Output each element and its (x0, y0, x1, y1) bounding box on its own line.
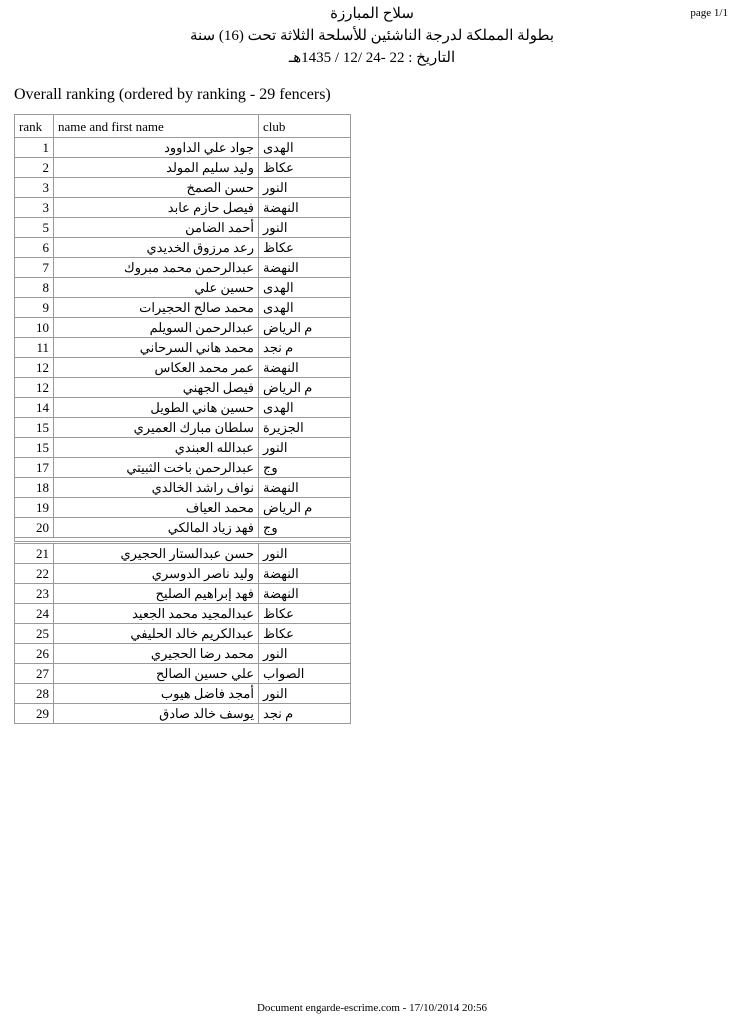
rank-cell: 27 (15, 664, 54, 684)
fencer-name-cell: نواف راشد الخالدي (54, 478, 259, 498)
fencer-name-cell: فهد إبراهيم الصليح (54, 584, 259, 604)
rank-cell: 14 (15, 398, 54, 418)
table-row (15, 518, 351, 538)
club-cell (259, 378, 351, 398)
club-cell (259, 604, 351, 624)
rank-cell: 15 (15, 438, 54, 458)
sport-title: سلاح المبارزة (330, 6, 414, 22)
rank-cell: 23 (15, 584, 54, 604)
rank-cell: 10 (15, 318, 54, 338)
club-name: م نجد (263, 706, 294, 721)
document-footer: Document engarde-escrime.com - 17/10/2014 20:56 (256, 1002, 488, 1014)
club-cell (259, 178, 351, 198)
fencer-name-cell: عبدالكريم خالد الحليفي (54, 624, 259, 644)
club-name: م الرياض (263, 320, 313, 335)
table-row (15, 478, 351, 498)
table-row (15, 218, 351, 238)
fencer-name-cell: عبدالرحمن السويلم (54, 318, 259, 338)
club-name: م الرياض (263, 380, 313, 395)
club-name: الصواب (263, 666, 305, 681)
club-name: الهدى (263, 400, 294, 415)
club-name: النور (263, 440, 288, 455)
rank-cell: 2 (15, 158, 54, 178)
club-cell (259, 198, 351, 218)
club-name: عكاظ (263, 160, 294, 175)
table-row (15, 198, 351, 218)
club-cell (259, 298, 351, 318)
table-row (15, 338, 351, 358)
table-row (15, 398, 351, 418)
fencer-name-cell: عمر محمد العكاس (54, 358, 259, 378)
fencer-name-cell: أمجد فاضل هيوب (54, 684, 259, 704)
club-cell (259, 278, 351, 298)
fencer-name-cell: حسن عبدالستار الحجيري (54, 543, 259, 564)
rank-cell: 6 (15, 238, 54, 258)
fencer-name-cell: عبدالمجيد محمد الجعيد (54, 604, 259, 624)
table-row (15, 644, 351, 664)
table-row (15, 438, 351, 458)
fencer-name-cell: جواد علي الداوود (54, 138, 259, 158)
club-cell (259, 358, 351, 378)
rank-cell: 3 (15, 198, 54, 218)
table-row (15, 318, 351, 338)
club-name: م نجد (263, 340, 294, 355)
event-title: بطولة المملكة لدرجة الناشئين للأسلحة الثلاثة تحت (16) سنة (189, 28, 555, 44)
rank-cell: 17 (15, 458, 54, 478)
club-name: النور (263, 546, 288, 561)
fencer-name-cell: محمد صالح الحجيرات (54, 298, 259, 318)
rank-cell: 1 (15, 138, 54, 158)
club-cell (259, 458, 351, 478)
table-row (15, 458, 351, 478)
club-name: النهضة (263, 480, 299, 495)
club-cell (259, 564, 351, 584)
fencer-name-cell: علي حسين الصالح (54, 664, 259, 684)
club-name: عكاظ (263, 240, 294, 255)
table-row (15, 158, 351, 178)
club-name: النور (263, 646, 288, 661)
fencer-name-cell: حسين علي (54, 278, 259, 298)
club-cell (259, 624, 351, 644)
table-row (15, 358, 351, 378)
rank-cell: 12 (15, 358, 54, 378)
fencer-name-cell: عبدالرحمن محمد مبروك (54, 258, 259, 278)
header-club: club (259, 115, 351, 138)
page-number: page 1/1 (690, 7, 728, 19)
rank-cell: 11 (15, 338, 54, 358)
fencer-name-cell: فهد زياد المالكي (54, 518, 259, 538)
fencer-name-cell: وليد سليم المولد (54, 158, 259, 178)
table-row (15, 138, 351, 158)
fencer-name-cell: رعد مرزوق الخديدي (54, 238, 259, 258)
club-name: وج (263, 520, 278, 535)
rank-cell: 28 (15, 684, 54, 704)
rank-cell: 8 (15, 278, 54, 298)
table-row (15, 418, 351, 438)
table-row (15, 564, 351, 584)
club-name: النور (263, 180, 288, 195)
club-name: النهضة (263, 360, 299, 375)
fencer-name-cell: فيصل حازم عابد (54, 198, 259, 218)
table-row (15, 298, 351, 318)
fencer-name-cell: محمد هاني السرحاني (54, 338, 259, 358)
rank-cell: 9 (15, 298, 54, 318)
club-cell (259, 418, 351, 438)
club-name: عكاظ (263, 626, 294, 641)
table-row (15, 498, 351, 518)
rank-cell: 22 (15, 564, 54, 584)
table-row (15, 543, 351, 564)
fencer-name-cell: عبدالرحمن باخت الثبيتي (54, 458, 259, 478)
rank-cell: 15 (15, 418, 54, 438)
club-cell (259, 158, 351, 178)
club-name: النور (263, 686, 288, 701)
fencer-name-cell: فيصل الجهني (54, 378, 259, 398)
fencer-name-cell: عبدالله العبندي (54, 438, 259, 458)
rank-cell: 7 (15, 258, 54, 278)
rank-cell: 29 (15, 704, 54, 724)
fencer-name-cell: حسن الصمخ (54, 178, 259, 198)
table-row (15, 238, 351, 258)
club-cell (259, 664, 351, 684)
club-cell (259, 584, 351, 604)
rank-cell: 24 (15, 604, 54, 624)
rank-cell: 19 (15, 498, 54, 518)
club-name: م الرياض (263, 500, 313, 515)
rank-cell: 12 (15, 378, 54, 398)
rank-cell: 26 (15, 644, 54, 664)
club-cell (259, 478, 351, 498)
club-cell (259, 498, 351, 518)
club-name: النهضة (263, 586, 299, 601)
fencer-name-cell: يوسف خالد صادق (54, 704, 259, 724)
table-row (15, 664, 351, 684)
table-row (15, 684, 351, 704)
club-name: النور (263, 220, 288, 235)
club-cell (259, 138, 351, 158)
club-cell (259, 218, 351, 238)
header-name: name and first name (54, 115, 259, 138)
table-row (15, 178, 351, 198)
table-row (15, 278, 351, 298)
table-row (15, 258, 351, 278)
fencer-name-cell: أحمد الضامن (54, 218, 259, 238)
rank-cell: 18 (15, 478, 54, 498)
rank-cell: 3 (15, 178, 54, 198)
club-cell (259, 543, 351, 564)
event-date: التاريخ : 22 -24 /12 / 1435هـ (288, 50, 456, 66)
club-cell (259, 644, 351, 664)
fencer-name-cell: حسين هاني الطويل (54, 398, 259, 418)
club-cell (259, 338, 351, 358)
table-row (15, 604, 351, 624)
club-cell (259, 684, 351, 704)
table-row (15, 378, 351, 398)
table-header-row (15, 115, 351, 138)
rank-cell: 21 (15, 543, 54, 564)
rank-cell: 25 (15, 624, 54, 644)
club-cell (259, 438, 351, 458)
ranking-summary: Overall ranking (ordered by ranking - 29 fencers) (14, 86, 331, 103)
club-cell (259, 398, 351, 418)
club-name: النهضة (263, 260, 299, 275)
fencer-name-cell: محمد العياف (54, 498, 259, 518)
club-name: النهضة (263, 200, 299, 215)
club-cell (259, 704, 351, 724)
rank-cell: 5 (15, 218, 54, 238)
table-row (15, 584, 351, 604)
club-name: النهضة (263, 566, 299, 581)
ranking-body (15, 138, 351, 724)
club-cell (259, 238, 351, 258)
club-name: الهدى (263, 300, 294, 315)
club-name: الهدى (263, 140, 294, 155)
fencer-name-cell: سلطان مبارك العميري (54, 418, 259, 438)
rank-cell: 20 (15, 518, 54, 538)
club-name: الجزيرة (263, 420, 304, 435)
header-rank: rank (15, 115, 54, 138)
club-cell (259, 318, 351, 338)
document-header (0, 4, 744, 69)
fencer-name-cell: وليد ناصر الدوسري (54, 564, 259, 584)
table-row (15, 624, 351, 644)
club-cell (259, 258, 351, 278)
table-row (15, 704, 351, 724)
club-name: عكاظ (263, 606, 294, 621)
club-name: الهدى (263, 280, 294, 295)
club-name: وج (263, 460, 278, 475)
club-cell (259, 518, 351, 538)
fencer-name-cell: محمد رضا الحجيري (54, 644, 259, 664)
ranking-table (14, 114, 351, 724)
